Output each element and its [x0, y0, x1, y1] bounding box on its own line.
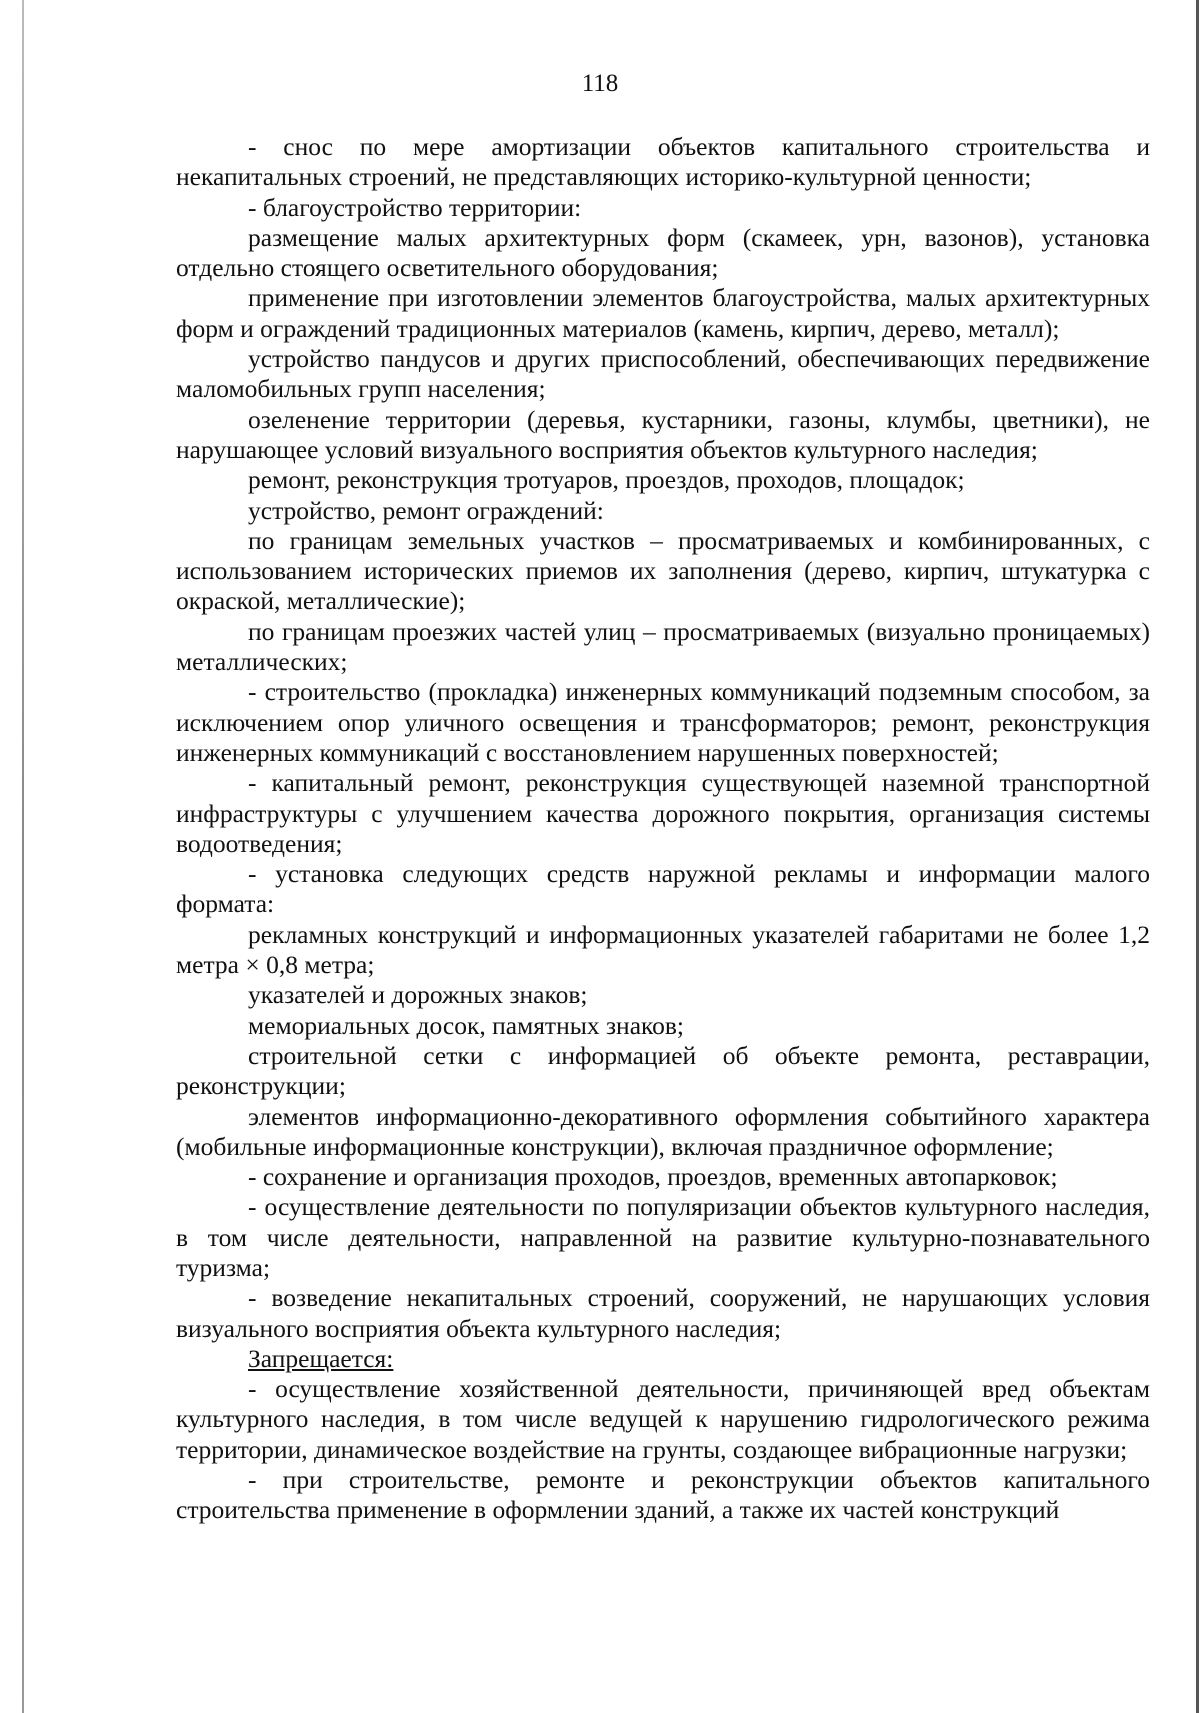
paragraph-demolition: - снос по мере амортизации объектов капитального строительства и некапитальных строений, не представляющих историко-культурной ценности; — [176, 132, 1150, 192]
paragraph-construction-materials: - при строительстве, ремонте и реконструкции объектов капитального строительства применение в оформлении зданий, а также их частей конструкций — [176, 1465, 1150, 1525]
paragraph-memorial-plaques: мемориальных досок, памятных знаков; — [248, 1010, 684, 1040]
scan-right-edge — [1196, 0, 1199, 1713]
paragraph-traditional-materials: применение при изготовлении элементов благоустройства, малых архитектурных форм и ограждений традиционных материалов (камень, кирпич, дерево, металл); — [176, 283, 1150, 343]
paragraph-construction-mesh: строительной сетки с информацией об объекте ремонта, реставрации, реконструкции; — [176, 1040, 1150, 1101]
paragraph-advertising-heading: - установка следующих средств наружной рекламы и информации малого формата: — [176, 859, 1150, 919]
paragraph-harmful-activity: - осуществление хозяйственной деятельности, причиняющей вред объектам культурного наследия, в том числе ведущей к нарушению гидрологического режима территории, динамическое воздействие на грунты, создающее вибрационные нагрузки; — [176, 1374, 1150, 1464]
paragraph-fences-roadways: по границам проезжих частей улиц – просматриваемых (визуально проницаемых) металлических; — [176, 616, 1150, 677]
paragraph-transport-infrastructure: - капитальный ремонт, реконструкция существующей наземной транспортной инфраструктуры с улучшением качества дорожного покрытия, организация системы водоотведения; — [176, 768, 1150, 858]
paragraph-ramps: устройство пандусов и других приспособлений, обеспечивающих передвижение маломобильных групп населения; — [176, 344, 1150, 404]
paragraph-fences-land-plots: по границам земельных участков – просматриваемых и комбинированных, с использованием исторических приемов их заполнения (дерево, кирпич, штукатурка с окраской, металлические); — [176, 525, 1150, 616]
prohibited-heading-label: Запрещается: — [248, 1343, 394, 1373]
prohibited-heading — [176, 1344, 1150, 1374]
paragraph-decorative-elements: элементов информационно-декоративного оформления событийного характера (мобильные информационные конструкции), включая праздничное оформление; — [176, 1101, 1150, 1161]
paragraph-advertising-size: рекламных конструкций и информационных указателей габаритами не более 1,2 метра × 0,8 метра; — [176, 919, 1150, 980]
paragraph-landscaping: озеленение территории (деревья, кустарники, газоны, клумбы, цветники), не нарушающее условий визуального восприятия объектов культурного наследия; — [176, 404, 1150, 464]
paragraph-small-forms: размещение малых архитектурных форм (скамеек, урн, вазонов), установка отдельно стоящего осветительного оборудования; — [176, 222, 1150, 283]
paragraph-utilities: - строительство (прокладка) инженерных коммуникаций подземным способом, за исключением опор уличного освещения и трансформаторов; ремонт, реконструкция инженерных коммуникаций с восстановлением нарушенных поверхностей; — [176, 677, 1150, 767]
paragraph-parking: - сохранение и организация проходов, проездов, временных автопарковок; — [248, 1162, 1058, 1192]
paragraph-fences-heading: устройство, ремонт ограждений: — [248, 495, 604, 525]
paragraph-improvement-heading: - благоустройство территории: — [248, 192, 582, 222]
page-number: 118 — [581, 70, 619, 97]
document-body — [176, 132, 1150, 1526]
paragraph-temporary-structures: - возведение некапитальных строений, сооружений, не нарушающих условия визуального восприятия объекта культурного наследия; — [176, 1283, 1150, 1343]
scan-left-edge — [22, 0, 24, 1713]
paragraph-popularization: - осуществление деятельности по популяризации объектов культурного наследия, в том числе деятельности, направленной на развитие культурно-познавательного туризма; — [176, 1192, 1150, 1282]
paragraph-road-signs: указателей и дорожных знаков; — [248, 980, 588, 1010]
paragraph-sidewalks: ремонт, реконструкция тротуаров, проездов, проходов, площадок; — [248, 465, 965, 495]
